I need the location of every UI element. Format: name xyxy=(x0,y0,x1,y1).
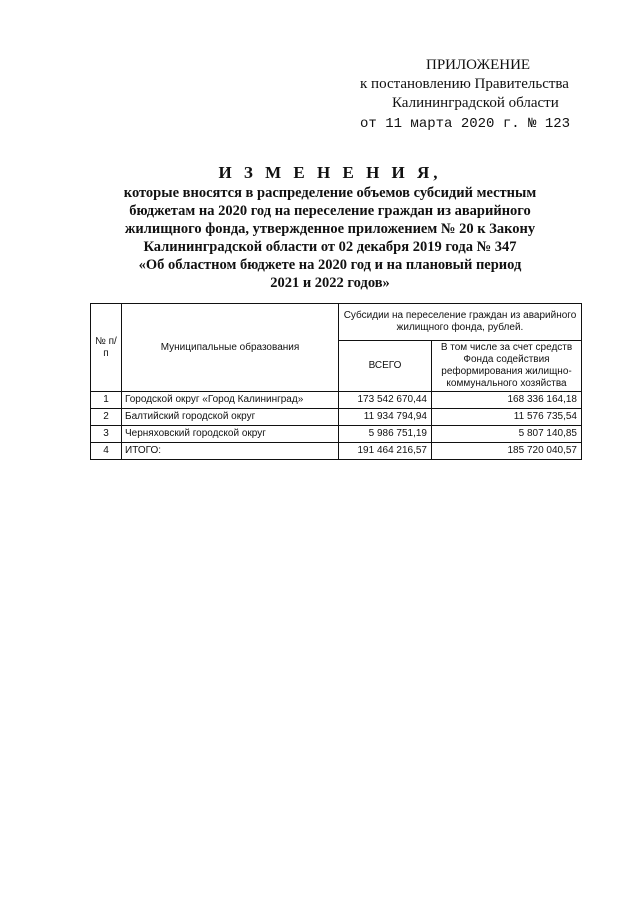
header-total: ВСЕГО xyxy=(339,341,432,392)
table-row xyxy=(91,426,582,443)
row-municipality: ИТОГО: xyxy=(122,443,339,460)
subtitle-line: которые вносятся в распределение объемов субсидий местным xyxy=(123,185,537,201)
number-value: 123 xyxy=(544,116,571,132)
header-fund: В том числе за счет средств Фонда содействия реформирования жилищно-коммунального хозяйства xyxy=(432,341,582,392)
date-value: 11 марта xyxy=(385,116,453,132)
document-title: И З М Е Н Е Н И Я, xyxy=(218,163,442,182)
subtitle-line: Калининградской области от 02 декабря 2019 года № 347 xyxy=(143,239,517,255)
subsidy-table xyxy=(90,303,582,460)
row-municipality: Городской округ «Город Калининград» xyxy=(122,392,339,409)
subtitle-line: бюджетам на 2020 год на переселение граждан из аварийного xyxy=(129,203,531,219)
row-municipality: Черняховский городской округ xyxy=(122,426,339,443)
appendix-date-line xyxy=(360,115,600,134)
row-number: 3 xyxy=(91,426,122,443)
row-number: 1 xyxy=(91,392,122,409)
header-municipality: Муниципальные образования xyxy=(122,304,339,392)
row-fund: 185 720 040,57 xyxy=(432,443,582,460)
row-total: 173 542 670,44 xyxy=(339,392,432,409)
row-fund: 11 576 735,54 xyxy=(432,409,582,426)
year-value: 2020 г. xyxy=(460,116,520,132)
subtitle-line: жилищного фонда, утвержденное приложением № 20 к Закону xyxy=(124,221,536,237)
number-prefix: № xyxy=(528,116,537,132)
appendix-block xyxy=(360,56,600,134)
date-prefix: от xyxy=(360,116,377,132)
row-municipality: Балтийский городской округ xyxy=(122,409,339,426)
subtitle-line: 2021 и 2022 годов» xyxy=(270,275,390,291)
subtitle-line: «Об областном бюджете на 2020 год и на плановый период xyxy=(138,257,522,273)
appendix-title: ПРИЛОЖЕНИЕ xyxy=(426,57,531,73)
row-fund: 168 336 164,18 xyxy=(432,392,582,409)
table-header-row xyxy=(91,304,582,341)
table-row xyxy=(91,392,582,409)
table-row xyxy=(91,409,582,426)
row-fund: 5 807 140,85 xyxy=(432,426,582,443)
header-subsidy: Субсидии на переселение граждан из аварийного жилищного фонда, рублей. xyxy=(339,304,582,341)
appendix-resolution: к постановлению Правительства xyxy=(360,76,569,92)
row-total: 11 934 794,94 xyxy=(339,409,432,426)
document-heading xyxy=(80,162,580,292)
header-number: № п/п xyxy=(91,304,122,392)
appendix-region: Калининградской области xyxy=(392,95,559,111)
table-row-total xyxy=(91,443,582,460)
row-number: 4 xyxy=(91,443,122,460)
row-number: 2 xyxy=(91,409,122,426)
row-total: 5 986 751,19 xyxy=(339,426,432,443)
row-total: 191 464 216,57 xyxy=(339,443,432,460)
